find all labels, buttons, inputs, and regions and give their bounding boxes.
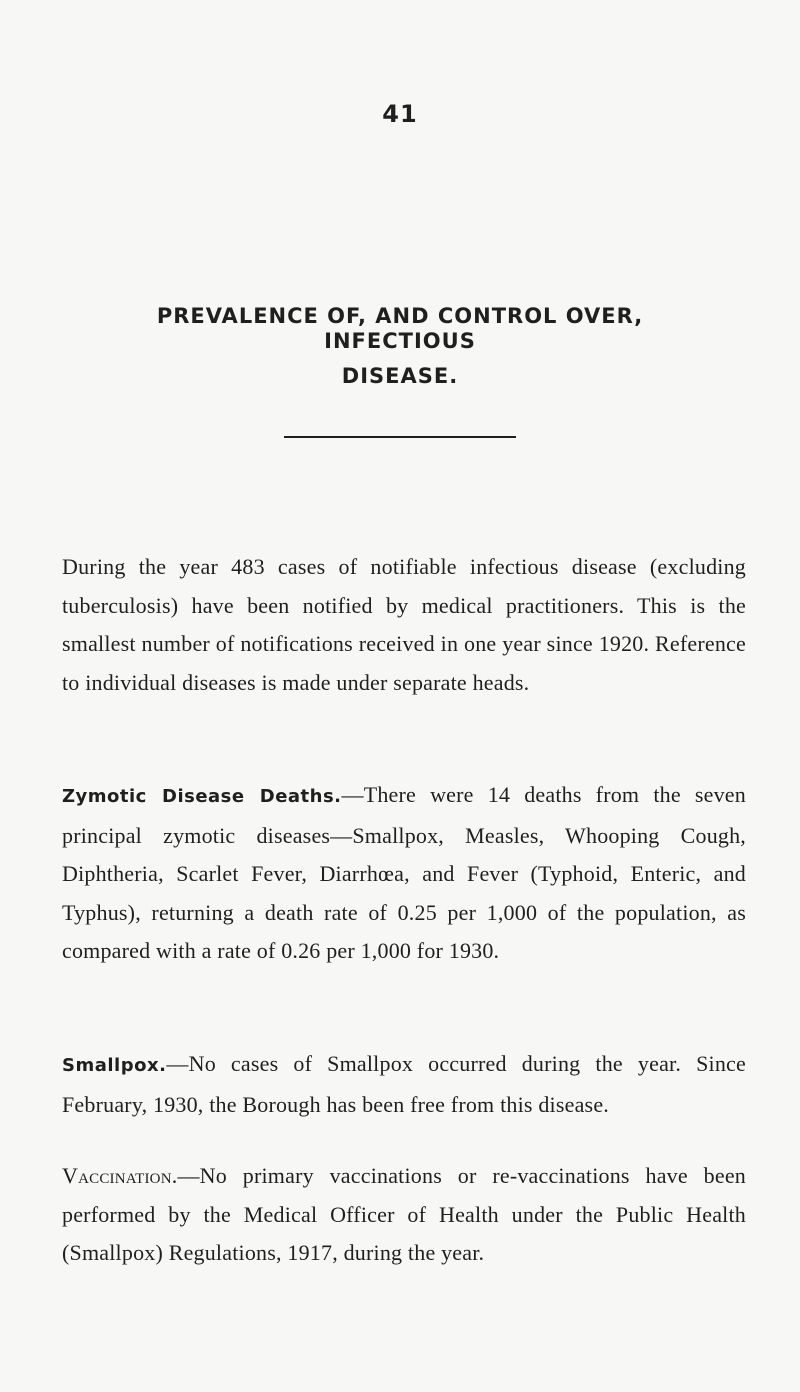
section-heading-line-2: DISEASE.: [341, 364, 459, 388]
intro-paragraph: During the year 483 cases of notifiable infectious disease (excluding tuberculosis) have been notified by medical practitioners. This is the smallest number of notifications received in one year since 1920. Reference to individual diseases is made under separate heads.: [62, 554, 746, 695]
vaccination-paragraph: [62, 1157, 746, 1273]
smallpox-text: —No cases of Smallpox occurred during the year. Since February, 1930, the Borough has been free from this disease.: [62, 1051, 746, 1117]
vaccination-text: —No primary vaccinations or re-vaccinations have been performed by the Medical Officer of Health under the Public Health (Smallpox) Regulations, 1917, during the year.: [62, 1163, 746, 1265]
page-number: 41: [382, 100, 418, 128]
zymotic-text: —There were 14 deaths from the seven principal zymotic diseases—Smallpox, Measles, Whooping Cough, Diphtheria, Scarlet Fever, Diarrhœa, and Fever (Typhoid, Enteric, and Typhus), returning a death rate of 0.25 per 1,000 of the population, as compared with a rate of 0.26 per 1,000 for 1930.: [62, 782, 746, 963]
section-divider: [284, 436, 516, 438]
section-heading-line-1: PREVALENCE OF, AND CONTROL OVER, INFECTIOUS: [156, 304, 644, 354]
vaccination-heading: Vaccination.: [62, 1163, 178, 1188]
smallpox-heading: Smallpox.: [62, 1055, 167, 1076]
zymotic-paragraph: [62, 776, 746, 971]
zymotic-heading: Zymotic Disease Deaths.: [62, 786, 342, 807]
smallpox-paragraph: [62, 1045, 746, 1124]
